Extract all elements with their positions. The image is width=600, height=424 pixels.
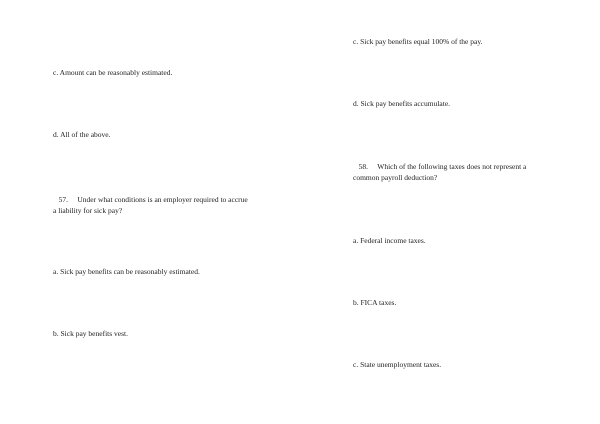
- question-58-option-c: c. State unemployment taxes.: [353, 360, 442, 369]
- answer-option-d: d. All of the above.: [53, 130, 111, 139]
- question-57-option-b: b. Sick pay benefits vest.: [53, 329, 128, 338]
- question-58-line-2: common payroll deduction?: [353, 173, 438, 182]
- question-58-option-a: a. Federal income taxes.: [353, 236, 426, 245]
- question-57: [53, 194, 248, 216]
- question-57-line-1: 57. Under what conditions is an employer required to accrue: [53, 195, 248, 204]
- question-58-line-1: 58. Which of the following taxes does not represent a: [353, 162, 527, 171]
- question-57-line-2: a liability for sick pay?: [53, 206, 123, 215]
- question-57-option-c: c. Sick pay benefits equal 100% of the pay.: [353, 37, 483, 46]
- question-57-option-a: a. Sick pay benefits can be reasonably estimated.: [53, 267, 200, 276]
- question-58-option-b: b. FICA taxes.: [353, 298, 397, 307]
- question-57-option-d: d. Sick pay benefits accumulate.: [353, 99, 451, 108]
- answer-option-c: c. Amount can be reasonably estimated.: [53, 68, 173, 77]
- question-58: [353, 161, 526, 183]
